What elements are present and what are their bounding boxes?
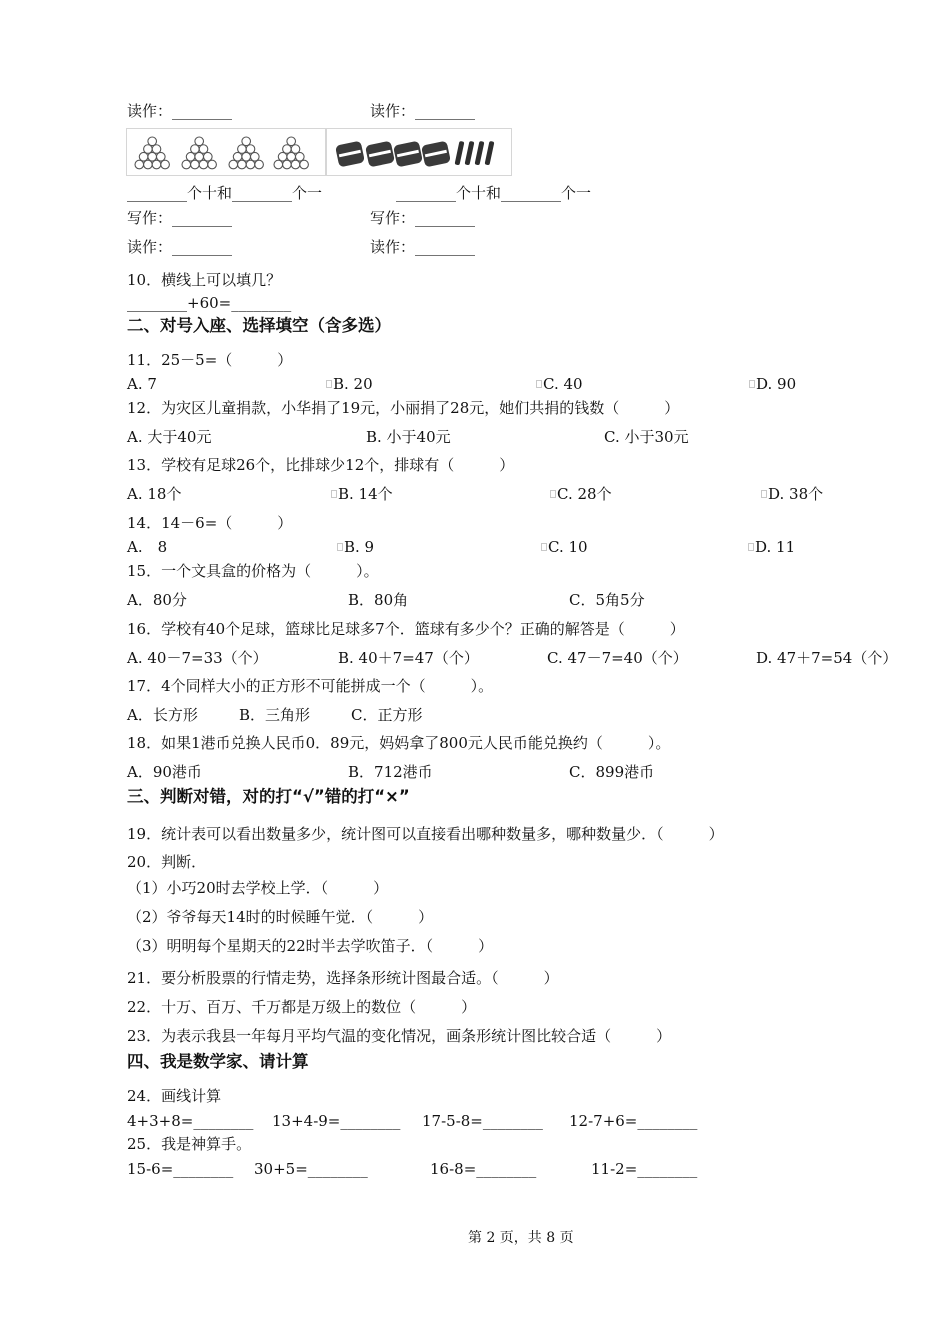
ball	[195, 137, 204, 146]
ball	[283, 160, 292, 169]
q11-option-d: D. 90	[756, 375, 797, 393]
q14-option-c: C. 10	[548, 538, 588, 556]
read-left-line: 读作：________	[127, 102, 233, 120]
ball-pyramid	[182, 137, 216, 169]
q11-option-c: C. 40	[543, 375, 583, 393]
q13-option-c: C. 28个	[557, 485, 612, 503]
q11-text: 11．25－5=（ ）	[127, 351, 293, 369]
ball	[251, 152, 260, 161]
checkbox-icon	[331, 490, 338, 499]
ball-pyramid	[135, 137, 169, 169]
ball	[287, 137, 296, 146]
ball	[238, 145, 247, 154]
ball	[246, 160, 255, 169]
ball	[161, 160, 170, 169]
q11-option-a: A. 7	[127, 375, 157, 393]
q18-text: 18．如果1港币兑换人民币0．89元，妈妈拿了800元人民币能兑换约（ ）。	[127, 734, 671, 752]
q25-item-3: 16-8=________	[430, 1160, 537, 1178]
q12-option-a: A. 大于40元	[127, 428, 212, 446]
ball	[182, 160, 191, 169]
ball-pyramid	[274, 137, 308, 169]
q11-option-b: B. 20	[333, 375, 373, 393]
q15-option-c: C．5角5分	[569, 591, 645, 609]
ball	[296, 152, 305, 161]
q16-text: 16．学校有40个足球，篮球比足球多7个．篮球有多少个？正确的解答是（ ）	[127, 620, 685, 638]
checkbox-icon	[541, 543, 548, 552]
ball	[291, 145, 300, 154]
q13-option-d: D. 38个	[768, 485, 824, 503]
ball	[135, 160, 144, 169]
ball	[148, 152, 157, 161]
q17-option-a: A．长方形	[127, 706, 198, 724]
checkbox-icon	[749, 380, 756, 389]
q12-option-c: C. 小于30元	[604, 428, 689, 446]
stick-bundles-picture	[326, 128, 512, 176]
q24-item-2: 13+4-9=________	[272, 1112, 401, 1130]
q15-option-b: B．80角	[348, 591, 409, 609]
ball	[229, 160, 238, 169]
q18-option-c: C．899港币	[569, 763, 655, 781]
q21-text: 21．要分析股票的行情走势，选择条形统计图最合适。（ ）	[127, 969, 559, 987]
q17-option-b: B．三角形	[239, 706, 311, 724]
q17-text: 17．4个同样大小的正方形不可能拼成一个（ ）。	[127, 677, 494, 695]
q24-item-4: 12-7+6=________	[569, 1112, 698, 1130]
q24-title: 24．画线计算	[127, 1087, 222, 1105]
ball	[208, 160, 217, 169]
triangle-balls-picture	[126, 128, 326, 176]
tens-ones-left: ________个十和________个一	[127, 184, 323, 202]
q13-option-b: B. 14个	[338, 485, 393, 503]
q23-text: 23．为表示我县一年每月平均气温的变化情况，画条形统计图比较合适（ ）	[127, 1027, 672, 1045]
section-3-heading: 三、判断对错，对的打“√”错的打“×”	[127, 787, 410, 806]
ball	[144, 145, 153, 154]
q18-option-a: A．90港币	[127, 763, 202, 781]
ball	[255, 160, 264, 169]
q25-item-1: 15-6=________	[127, 1160, 234, 1178]
q16-option-c: C. 47－7=40（个）	[547, 649, 688, 667]
ball	[148, 137, 157, 146]
q20-item-1: （1）小巧20时去学校上学．（ ）	[127, 879, 389, 897]
ball	[144, 160, 153, 169]
ball	[152, 160, 161, 169]
q22-text: 22．十万、百万、千万都是万级上的数位（ ）	[127, 998, 477, 1016]
checkbox-icon	[761, 490, 768, 499]
ball	[157, 152, 166, 161]
q20-item-3: （3）明明每个星期天的22时半去学吹笛子．（ ）	[127, 937, 494, 955]
ball	[191, 160, 200, 169]
ball	[242, 137, 251, 146]
read-right-line: 读作：________	[370, 102, 476, 120]
q12-text: 12．为灾区儿童捐款，小华捐了19元，小丽捐了28元，她们共捐的钱数（ ）	[127, 399, 680, 417]
ball	[204, 152, 213, 161]
ball	[191, 145, 200, 154]
q12-option-b: B. 小于40元	[366, 428, 451, 446]
q14-option-a: A. 8	[127, 538, 168, 556]
write-left-line: 写作：________	[127, 209, 233, 227]
q20-title: 20．判断．	[127, 853, 207, 871]
checkbox-icon	[550, 490, 557, 499]
q14-text: 14．14－6=（ ）	[127, 514, 293, 532]
write-right-line: 写作：________	[370, 209, 476, 227]
q17-option-c: C．正方形	[351, 706, 423, 724]
q25-title: 25．我是神算手。	[127, 1135, 252, 1153]
q24-item-3: 17-5-8=________	[422, 1112, 543, 1130]
q14-option-b: B. 9	[344, 538, 375, 556]
ball	[199, 145, 208, 154]
q25-item-4: 11-2=________	[591, 1160, 698, 1178]
ball	[278, 152, 287, 161]
checkbox-icon	[326, 380, 333, 389]
ball	[186, 152, 195, 161]
checkbox-icon	[337, 543, 344, 552]
tens-ones-right: ________个十和________个一	[396, 184, 592, 202]
ball	[233, 152, 242, 161]
ball	[242, 152, 251, 161]
section-4-heading: 四、我是数学家、请计算	[127, 1052, 309, 1071]
ball	[152, 145, 161, 154]
section-2-heading: 二、对号入座、选择填空（含多选）	[127, 316, 391, 335]
ball	[283, 145, 292, 154]
ball-pyramids-image	[127, 129, 325, 175]
q16-option-a: A. 40－7=33（个）	[127, 649, 268, 667]
q20-item-2: （2）爷爷每天14时的时候睡午觉．（ ）	[127, 908, 434, 926]
ball	[195, 152, 204, 161]
q10-title: 10．横线上可以填几？	[127, 271, 282, 289]
page-footer: 第 2 页，共 8 页	[468, 1230, 574, 1246]
read2-left-line: 读作：________	[127, 238, 233, 256]
q15-text: 15．一个文具盒的价格为（ ）。	[127, 562, 379, 580]
q15-option-a: A．80分	[127, 591, 187, 609]
ball	[246, 145, 255, 154]
q13-option-a: A. 18个	[127, 485, 182, 503]
checkbox-icon	[748, 543, 755, 552]
ball	[287, 152, 296, 161]
q10-line: ________+60=________	[127, 294, 292, 312]
stick-bundles-image	[327, 129, 511, 175]
q25-item-2: 30+5=________	[254, 1160, 368, 1178]
ball	[139, 152, 148, 161]
checkbox-icon	[536, 380, 543, 389]
q16-option-d: D. 47＋7=54（个）	[756, 649, 898, 667]
q24-item-1: 4+3+8=________	[127, 1112, 254, 1130]
ball	[291, 160, 300, 169]
ball	[274, 160, 283, 169]
q18-option-b: B．712港币	[348, 763, 433, 781]
q14-option-d: D. 11	[755, 538, 796, 556]
ball	[238, 160, 247, 169]
read2-right-line: 读作：________	[370, 238, 476, 256]
ball	[199, 160, 208, 169]
q16-option-b: B. 40＋7=47（个）	[338, 649, 479, 667]
q13-text: 13．学校有足球26个，比排球少12个，排球有（ ）	[127, 456, 515, 474]
q19-text: 19．统计表可以看出数量多少，统计图可以直接看出哪种数量多，哪种数量少．（ ）	[127, 825, 724, 843]
ball-pyramid	[229, 137, 263, 169]
ball	[300, 160, 309, 169]
